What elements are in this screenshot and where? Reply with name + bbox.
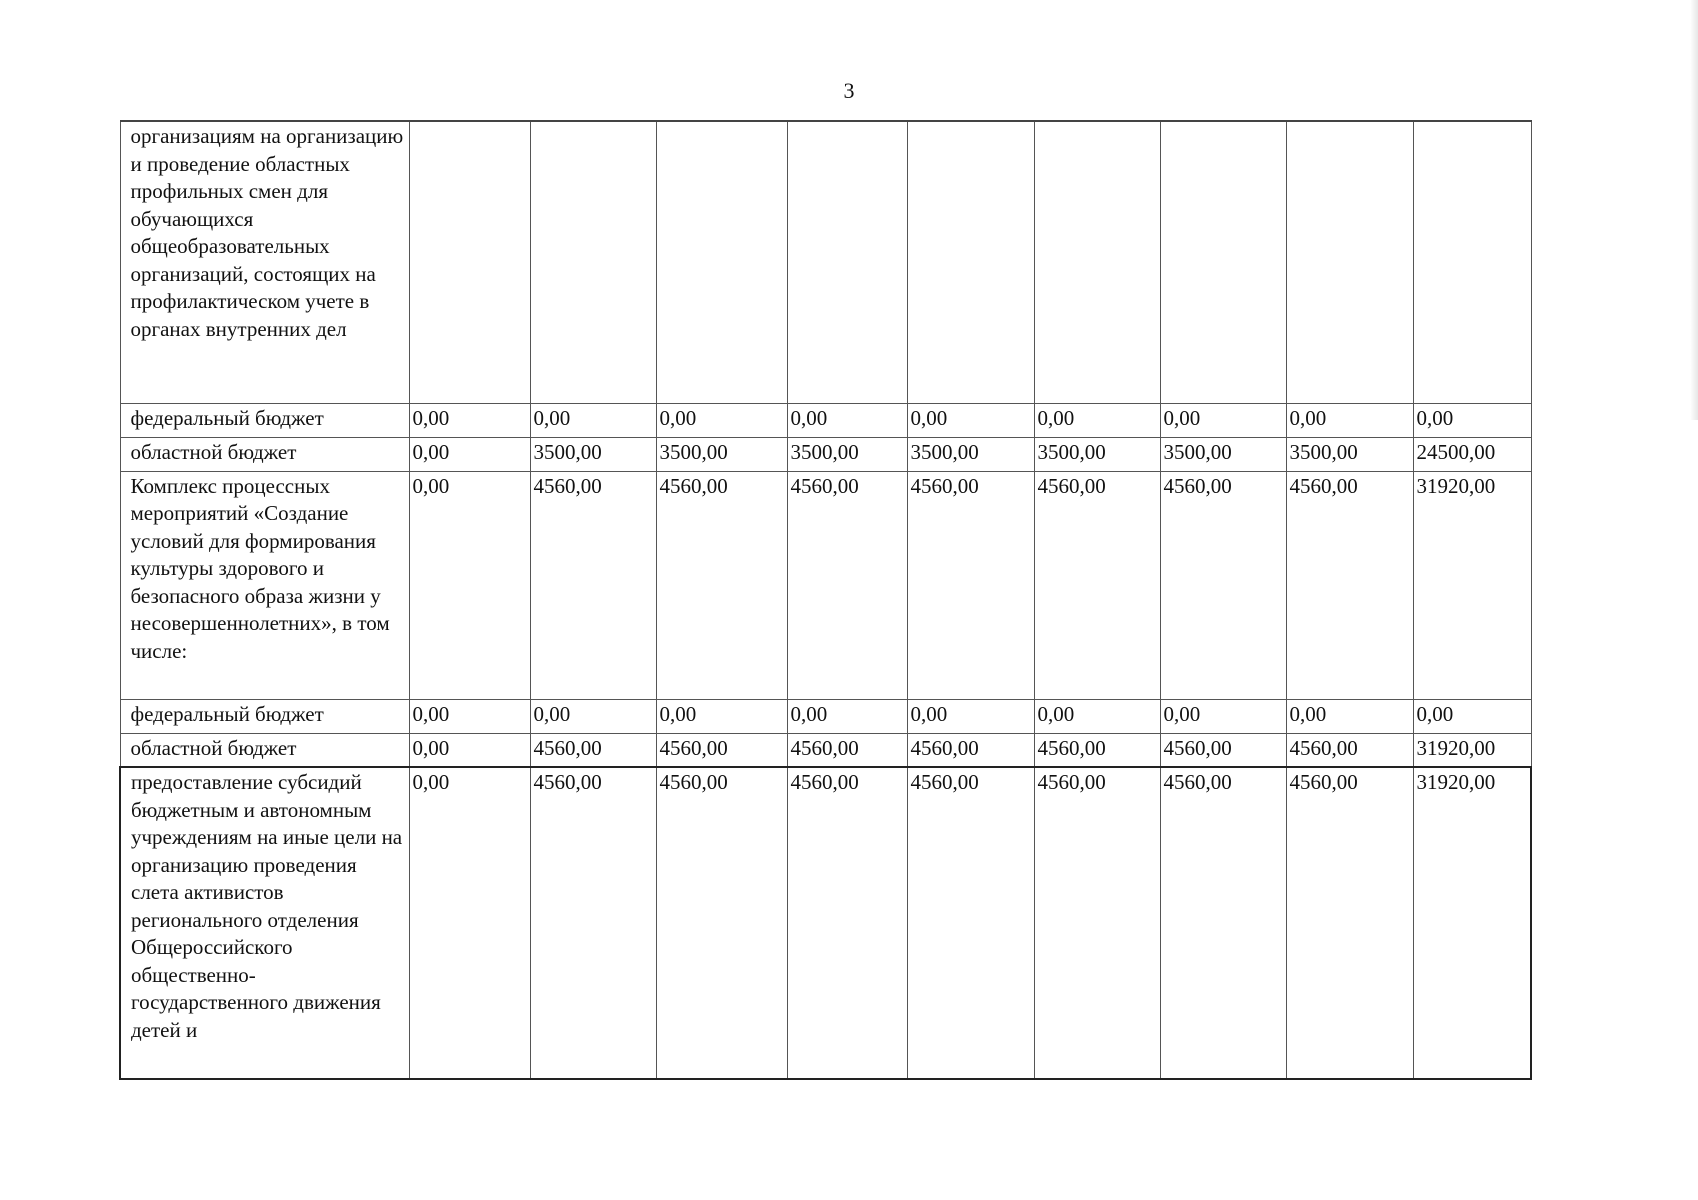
- row-label: организациям на организацию и проведение областных профильных смен для обучающихся общеобразовательных организаций, состоящих на профилактическом учете в органах внутренних дел: [120, 121, 409, 403]
- cell-value: 3500,00: [1034, 437, 1160, 471]
- table-row: [120, 437, 1531, 471]
- row-label: предоставление субсидий бюджетным и автономным учреждениям на иные цели на организацию проведения слета активистов регионального отделения Общероссийского общественно-государственного движения детей и: [120, 767, 409, 1079]
- row-label: областной бюджет: [120, 437, 409, 471]
- table-row: [120, 767, 1531, 1079]
- cell-value: 3500,00: [1286, 437, 1413, 471]
- cell-value: 31920,00: [1413, 471, 1531, 699]
- cell-value: 0,00: [787, 403, 907, 437]
- cell-value: 0,00: [656, 699, 787, 733]
- cell-value: 0,00: [409, 733, 530, 767]
- cell-value: 4560,00: [656, 767, 787, 1079]
- cell-value: 0,00: [530, 403, 656, 437]
- cell-value: [907, 121, 1034, 403]
- cell-value: 4560,00: [1034, 767, 1160, 1079]
- cell-value: [409, 121, 530, 403]
- cell-value: 4560,00: [907, 471, 1034, 699]
- cell-value: 4560,00: [656, 471, 787, 699]
- cell-value: 24500,00: [1413, 437, 1531, 471]
- cell-value: 0,00: [409, 437, 530, 471]
- table-row: [120, 699, 1531, 733]
- table-row: [120, 403, 1531, 437]
- cell-value: 31920,00: [1413, 733, 1531, 767]
- cell-value: 3500,00: [787, 437, 907, 471]
- cell-value: 0,00: [907, 403, 1034, 437]
- row-label: федеральный бюджет: [120, 699, 409, 733]
- cell-value: 0,00: [530, 699, 656, 733]
- cell-value: 0,00: [787, 699, 907, 733]
- cell-value: 0,00: [1034, 403, 1160, 437]
- table-row: [120, 471, 1531, 699]
- cell-value: 4560,00: [787, 767, 907, 1079]
- cell-value: 3500,00: [530, 437, 656, 471]
- cell-value: [656, 121, 787, 403]
- cell-value: [1034, 121, 1160, 403]
- cell-value: 4560,00: [1160, 471, 1286, 699]
- budget-table: [119, 120, 1532, 1080]
- table-row: [120, 733, 1531, 767]
- cell-value: 4560,00: [787, 733, 907, 767]
- cell-value: 0,00: [656, 403, 787, 437]
- cell-value: 0,00: [907, 699, 1034, 733]
- cell-value: [1413, 121, 1531, 403]
- scan-edge-shadow: [1690, 0, 1698, 420]
- cell-value: 0,00: [1160, 699, 1286, 733]
- cell-value: 4560,00: [1034, 471, 1160, 699]
- cell-value: [530, 121, 656, 403]
- cell-value: 3500,00: [656, 437, 787, 471]
- cell-value: 4560,00: [787, 471, 907, 699]
- cell-value: 0,00: [1034, 699, 1160, 733]
- cell-value: 0,00: [1413, 699, 1531, 733]
- table-row: [120, 121, 1531, 403]
- cell-value: 3500,00: [907, 437, 1034, 471]
- cell-value: 4560,00: [1034, 733, 1160, 767]
- cell-value: 0,00: [1286, 699, 1413, 733]
- cell-value: 0,00: [409, 403, 530, 437]
- row-label: Комплекс процессных мероприятий «Создание условий для формирования культуры здорового и безопасного образа жизни у несовершеннолетних», в том числе:: [120, 471, 409, 699]
- cell-value: 0,00: [1286, 403, 1413, 437]
- cell-value: [1286, 121, 1413, 403]
- cell-value: 0,00: [1160, 403, 1286, 437]
- cell-value: 4560,00: [530, 733, 656, 767]
- cell-value: 31920,00: [1413, 767, 1531, 1079]
- cell-value: 4560,00: [530, 471, 656, 699]
- cell-value: 4560,00: [1286, 767, 1413, 1079]
- cell-value: 0,00: [1413, 403, 1531, 437]
- cell-value: 4560,00: [656, 733, 787, 767]
- cell-value: [1160, 121, 1286, 403]
- page-number: 3: [843, 78, 855, 103]
- cell-value: 0,00: [409, 699, 530, 733]
- cell-value: 4560,00: [530, 767, 656, 1079]
- row-label: федеральный бюджет: [120, 403, 409, 437]
- cell-value: 4560,00: [1160, 733, 1286, 767]
- cell-value: 4560,00: [907, 733, 1034, 767]
- cell-value: [787, 121, 907, 403]
- cell-value: 0,00: [409, 471, 530, 699]
- cell-value: 4560,00: [1286, 733, 1413, 767]
- cell-value: 0,00: [409, 767, 530, 1079]
- cell-value: 4560,00: [1286, 471, 1413, 699]
- cell-value: 4560,00: [907, 767, 1034, 1079]
- cell-value: 3500,00: [1160, 437, 1286, 471]
- row-label: областной бюджет: [120, 733, 409, 767]
- cell-value: 4560,00: [1160, 767, 1286, 1079]
